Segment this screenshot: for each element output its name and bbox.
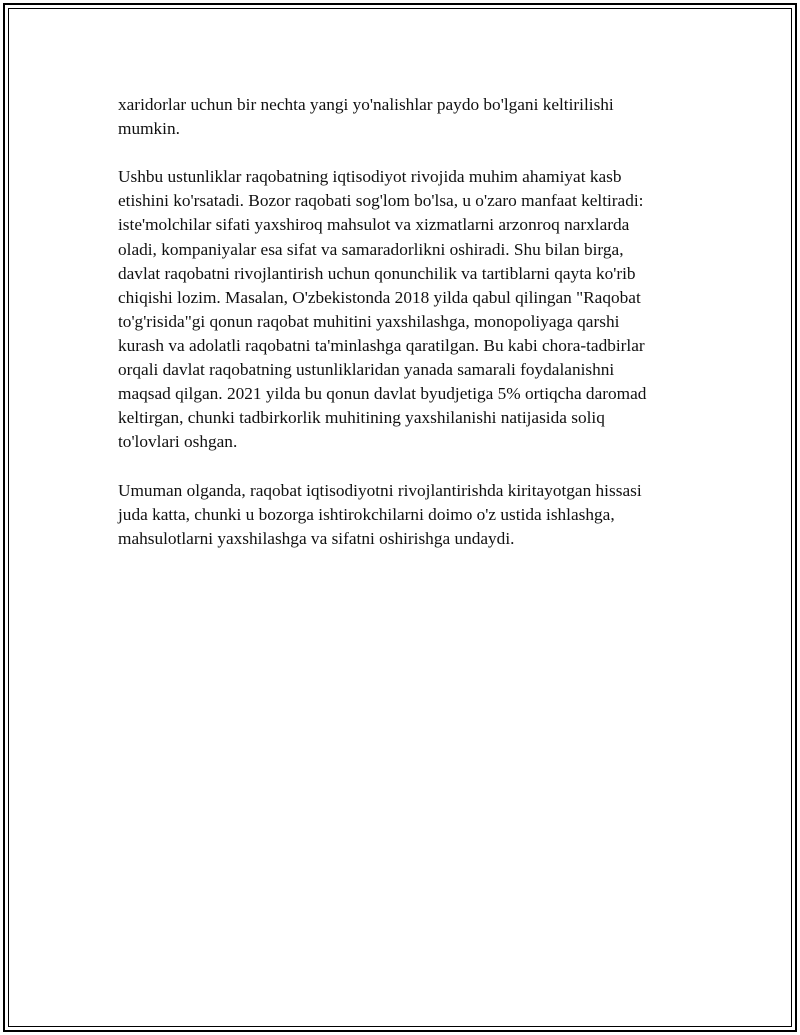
paragraph-3: Umuman olganda, raqobat iqtisodiyotni rivojlantirishda kiritayotgan hissasi juda katta, chunki u bozorga ishtirokchilarni doimo o'z ustida ishlashga, mahsulotlarni yaxshilashga va sifatni oshirishga undaydi. [118, 480, 642, 548]
paragraph-1: xaridorlar uchun bir nechta yangi yo'nalishlar paydo bo'lgani keltirilishi mumkin. [118, 95, 614, 139]
paragraph-2: Ushbu ustunliklar raqobatning iqtisodiyot rivojida muhim ahamiyat kasb etishini ko'rsatadi. Bozor raqobati sog'lom bo'lsa, u o'zaro manfaat keltiradi: iste'molchilar sifati yaxshiroq mahsulot va xizmatlarni arzonroq narxlarda oladi, kompaniyalar esa sifat va samaradorlikni oshiradi. Shu bilan birga, davlat raqobatni rivojlantirish uchun qonunchilik va tartiblarni qayta ko'rib chiqishi lozim. Masalan, O'zbekistonda 2018 yilda qabul qilingan "Raqobat to'g'risida"gi qonun raqobat muhitini yaxshilashga, monopoliyaga qarshi kurash va adolatli raqobatni ta'minlashga qaratilgan. Bu kabi chora-tadbirlar orqali davlat raqobatning ustunliklaridan yanada samarali foydalanishni maqsad qilgan. 2021 yilda bu qonun davlat byudjetiga 5% ortiqcha daromad keltirgan, chunki tadbirkorlik muhitining yaxshilanishi natijasida soliq to'lovlari oshgan. [118, 167, 647, 452]
document-body [118, 93, 684, 575]
